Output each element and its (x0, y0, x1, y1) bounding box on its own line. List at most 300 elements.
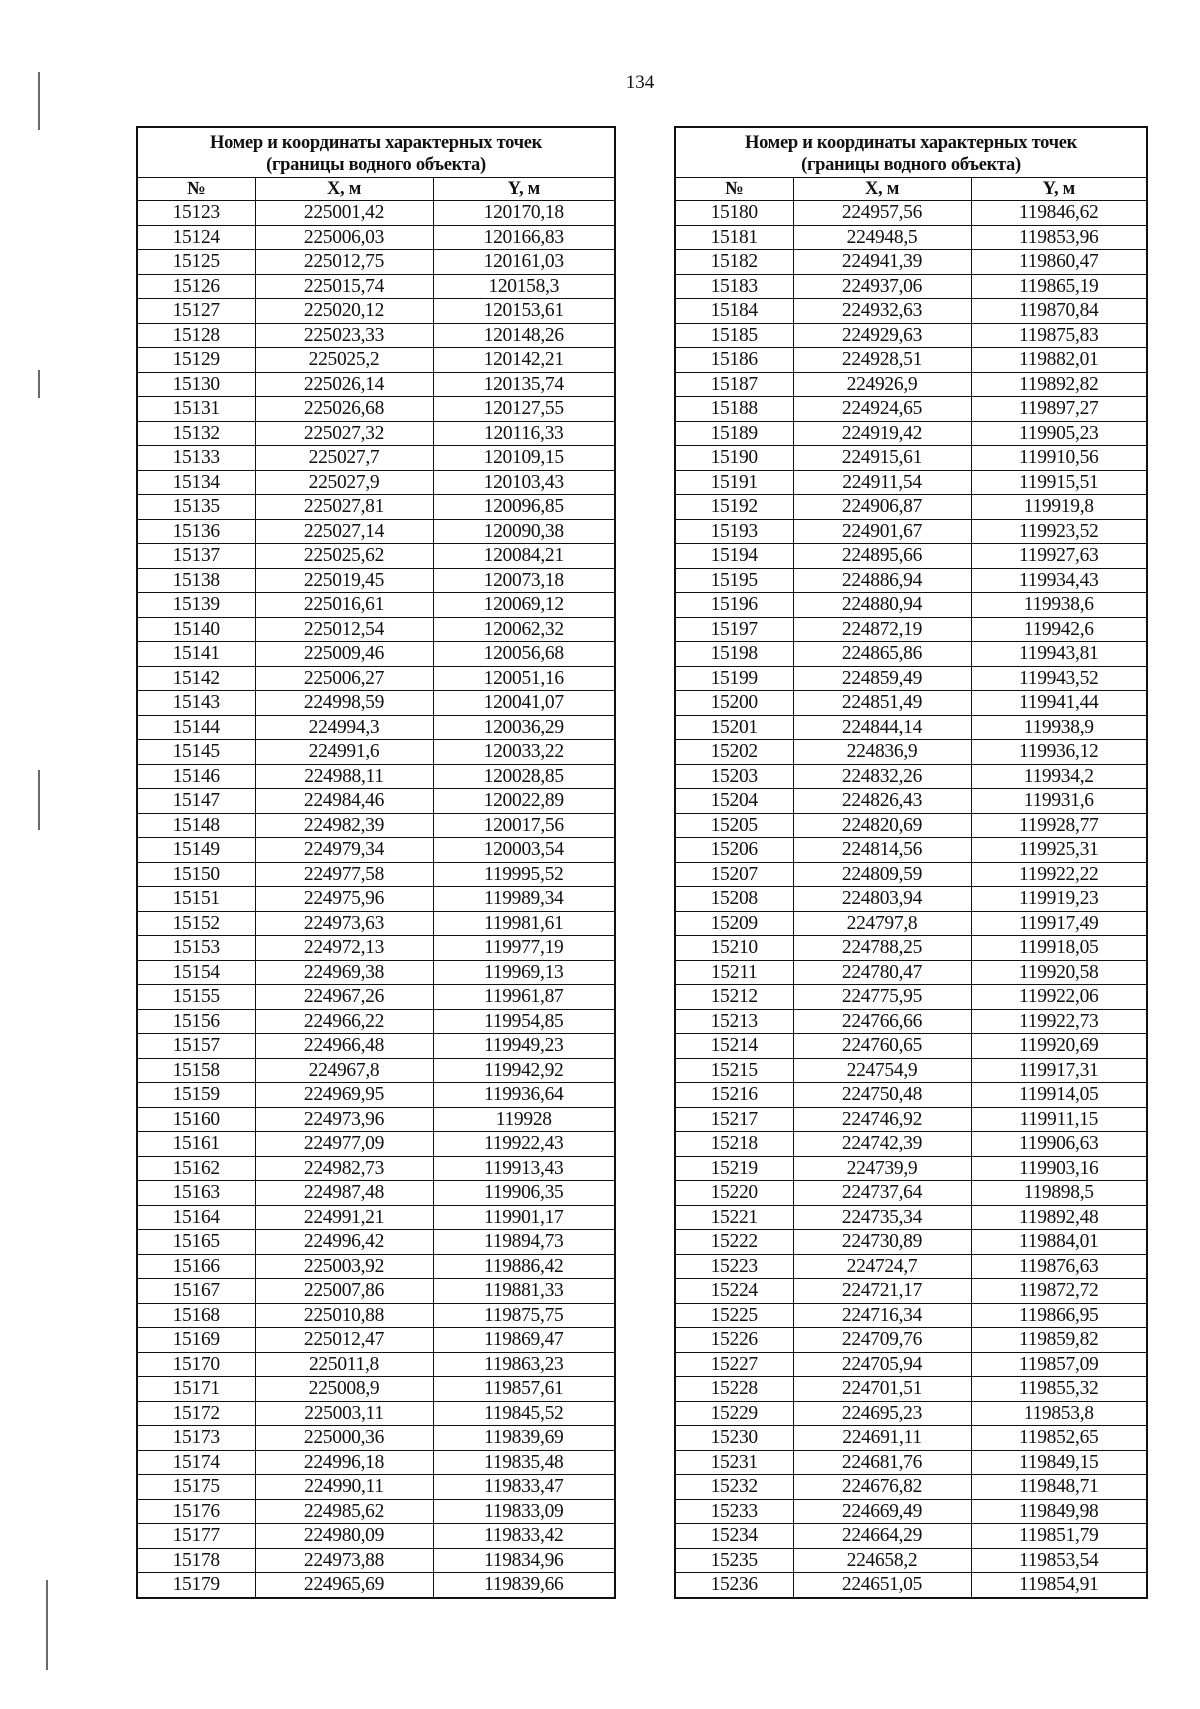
y-coordinate-cell: 119906,35 (433, 1181, 615, 1206)
point-number-cell: 15143 (137, 691, 255, 716)
table-row (675, 1548, 1147, 1573)
point-number-cell: 15177 (137, 1524, 255, 1549)
x-coordinate-cell: 224737,64 (793, 1181, 971, 1206)
table-row (675, 691, 1147, 716)
x-coordinate-cell: 224658,2 (793, 1548, 971, 1573)
y-coordinate-cell: 120051,16 (433, 666, 615, 691)
x-coordinate-cell: 224988,11 (255, 764, 433, 789)
y-coordinate-cell: 120041,07 (433, 691, 615, 716)
scan-artifact-line (38, 770, 40, 830)
point-number-cell: 15132 (137, 421, 255, 446)
y-coordinate-cell: 119839,66 (433, 1573, 615, 1598)
table-row (137, 838, 615, 863)
y-coordinate-cell: 119981,61 (433, 911, 615, 936)
point-number-cell: 15144 (137, 715, 255, 740)
point-number-cell: 15147 (137, 789, 255, 814)
point-number-cell: 15212 (675, 985, 793, 1010)
x-coordinate-cell: 225027,14 (255, 519, 433, 544)
x-coordinate-cell: 224998,59 (255, 691, 433, 716)
point-number-cell: 15156 (137, 1009, 255, 1034)
x-coordinate-cell: 224797,8 (793, 911, 971, 936)
table-row (675, 250, 1147, 275)
table-row (675, 1279, 1147, 1304)
y-coordinate-cell: 119919,8 (971, 495, 1147, 520)
point-number-cell: 15162 (137, 1156, 255, 1181)
x-coordinate-cell: 225000,36 (255, 1426, 433, 1451)
column-header-x: X, м (255, 178, 433, 201)
table-row (675, 1573, 1147, 1598)
point-number-cell: 15186 (675, 348, 793, 373)
table-row (137, 1450, 615, 1475)
point-number-cell: 15155 (137, 985, 255, 1010)
x-coordinate-cell: 224987,48 (255, 1181, 433, 1206)
point-number-cell: 15199 (675, 666, 793, 691)
y-coordinate-cell: 119870,84 (971, 299, 1147, 324)
y-coordinate-cell: 120022,89 (433, 789, 615, 814)
table-row (137, 715, 615, 740)
point-number-cell: 15160 (137, 1107, 255, 1132)
point-number-cell: 15226 (675, 1328, 793, 1353)
point-number-cell: 15228 (675, 1377, 793, 1402)
point-number-cell: 15163 (137, 1181, 255, 1206)
x-coordinate-cell: 224985,62 (255, 1499, 433, 1524)
table-row (137, 593, 615, 618)
x-coordinate-cell: 224982,73 (255, 1156, 433, 1181)
x-coordinate-cell: 224979,34 (255, 838, 433, 863)
y-coordinate-cell: 119865,19 (971, 274, 1147, 299)
x-coordinate-cell: 225026,14 (255, 372, 433, 397)
y-coordinate-cell: 119849,98 (971, 1499, 1147, 1524)
table-row (137, 1181, 615, 1206)
y-coordinate-cell: 119922,06 (971, 985, 1147, 1010)
x-coordinate-cell: 224814,56 (793, 838, 971, 863)
y-coordinate-cell: 119898,5 (971, 1181, 1147, 1206)
table-row (675, 936, 1147, 961)
x-coordinate-cell: 224991,6 (255, 740, 433, 765)
table-row (675, 715, 1147, 740)
point-number-cell: 15138 (137, 568, 255, 593)
point-number-cell: 15178 (137, 1548, 255, 1573)
point-number-cell: 15169 (137, 1328, 255, 1353)
y-coordinate-cell: 119915,51 (971, 470, 1147, 495)
point-number-cell: 15205 (675, 813, 793, 838)
table-row (137, 1524, 615, 1549)
point-number-cell: 15189 (675, 421, 793, 446)
x-coordinate-cell: 224709,76 (793, 1328, 971, 1353)
point-number-cell: 15154 (137, 960, 255, 985)
table-row (137, 1132, 615, 1157)
table-row (137, 470, 615, 495)
y-coordinate-cell: 120116,33 (433, 421, 615, 446)
table-row (675, 593, 1147, 618)
point-number-cell: 15150 (137, 862, 255, 887)
y-coordinate-cell: 119857,61 (433, 1377, 615, 1402)
x-coordinate-cell: 224669,49 (793, 1499, 971, 1524)
x-coordinate-cell: 224977,58 (255, 862, 433, 887)
y-coordinate-cell: 119942,6 (971, 617, 1147, 642)
table-row (675, 348, 1147, 373)
y-coordinate-cell: 119866,95 (971, 1303, 1147, 1328)
x-coordinate-cell: 224754,9 (793, 1058, 971, 1083)
x-coordinate-cell: 224895,66 (793, 544, 971, 569)
x-coordinate-cell: 224716,34 (793, 1303, 971, 1328)
table-row (675, 1107, 1147, 1132)
point-number-cell: 15188 (675, 397, 793, 422)
x-coordinate-cell: 224932,63 (793, 299, 971, 324)
x-coordinate-cell: 224994,3 (255, 715, 433, 740)
point-number-cell: 15200 (675, 691, 793, 716)
point-number-cell: 15222 (675, 1230, 793, 1255)
point-number-cell: 15161 (137, 1132, 255, 1157)
table-row (675, 1230, 1147, 1255)
x-coordinate-cell: 224926,9 (793, 372, 971, 397)
x-coordinate-cell: 224832,26 (793, 764, 971, 789)
x-coordinate-cell: 224735,34 (793, 1205, 971, 1230)
table-row (137, 1328, 615, 1353)
table-row (675, 813, 1147, 838)
column-header-number: № (675, 178, 793, 201)
point-number-cell: 15204 (675, 789, 793, 814)
table-row (675, 789, 1147, 814)
table-row (137, 691, 615, 716)
x-coordinate-cell: 225007,86 (255, 1279, 433, 1304)
table-row (137, 985, 615, 1010)
table-row (137, 1230, 615, 1255)
table-row (675, 446, 1147, 471)
table-row (675, 1524, 1147, 1549)
point-number-cell: 15176 (137, 1499, 255, 1524)
table-row (675, 740, 1147, 765)
x-coordinate-cell: 224973,88 (255, 1548, 433, 1573)
x-coordinate-cell: 225012,54 (255, 617, 433, 642)
x-coordinate-cell: 225012,75 (255, 250, 433, 275)
x-coordinate-cell: 225026,68 (255, 397, 433, 422)
point-number-cell: 15175 (137, 1475, 255, 1500)
point-number-cell: 15209 (675, 911, 793, 936)
x-coordinate-cell: 224780,47 (793, 960, 971, 985)
point-number-cell: 15130 (137, 372, 255, 397)
y-coordinate-cell: 119922,43 (433, 1132, 615, 1157)
y-coordinate-cell: 119920,69 (971, 1034, 1147, 1059)
y-coordinate-cell: 120142,21 (433, 348, 615, 373)
point-number-cell: 15221 (675, 1205, 793, 1230)
y-coordinate-cell: 119846,62 (971, 201, 1147, 226)
table-row (675, 568, 1147, 593)
x-coordinate-cell: 224775,95 (793, 985, 971, 1010)
x-coordinate-cell: 224836,9 (793, 740, 971, 765)
x-coordinate-cell: 224742,39 (793, 1132, 971, 1157)
table-row (675, 1009, 1147, 1034)
y-coordinate-cell: 119923,52 (971, 519, 1147, 544)
y-coordinate-cell: 119845,52 (433, 1401, 615, 1426)
x-coordinate-cell: 225012,47 (255, 1328, 433, 1353)
y-coordinate-cell: 119913,43 (433, 1156, 615, 1181)
x-coordinate-cell: 225025,2 (255, 348, 433, 373)
x-coordinate-cell: 224695,23 (793, 1401, 971, 1426)
x-coordinate-cell: 224941,39 (793, 250, 971, 275)
x-coordinate-cell: 225015,74 (255, 274, 433, 299)
point-number-cell: 15170 (137, 1352, 255, 1377)
x-coordinate-cell: 224826,43 (793, 789, 971, 814)
table-row (137, 1254, 615, 1279)
point-number-cell: 15171 (137, 1377, 255, 1402)
x-coordinate-cell: 224721,17 (793, 1279, 971, 1304)
y-coordinate-cell: 119941,44 (971, 691, 1147, 716)
x-coordinate-cell: 224975,96 (255, 887, 433, 912)
point-number-cell: 15216 (675, 1083, 793, 1108)
point-number-cell: 15203 (675, 764, 793, 789)
y-coordinate-cell: 120062,32 (433, 617, 615, 642)
point-number-cell: 15151 (137, 887, 255, 912)
y-coordinate-cell: 119928 (433, 1107, 615, 1132)
y-coordinate-cell: 119918,05 (971, 936, 1147, 961)
point-number-cell: 15214 (675, 1034, 793, 1059)
x-coordinate-cell: 225006,03 (255, 225, 433, 250)
table-row (675, 225, 1147, 250)
table-row (137, 789, 615, 814)
y-coordinate-cell: 120033,22 (433, 740, 615, 765)
x-coordinate-cell: 224937,06 (793, 274, 971, 299)
x-coordinate-cell: 225011,8 (255, 1352, 433, 1377)
y-coordinate-cell: 119853,54 (971, 1548, 1147, 1573)
point-number-cell: 15168 (137, 1303, 255, 1328)
y-coordinate-cell: 119931,6 (971, 789, 1147, 814)
x-coordinate-cell: 224820,69 (793, 813, 971, 838)
point-number-cell: 15133 (137, 446, 255, 471)
point-number-cell: 15179 (137, 1573, 255, 1598)
x-coordinate-cell: 224739,9 (793, 1156, 971, 1181)
y-coordinate-cell: 120090,38 (433, 519, 615, 544)
y-coordinate-cell: 119927,63 (971, 544, 1147, 569)
y-coordinate-cell: 119942,92 (433, 1058, 615, 1083)
y-coordinate-cell: 119910,56 (971, 446, 1147, 471)
point-number-cell: 15149 (137, 838, 255, 863)
y-coordinate-cell: 119859,82 (971, 1328, 1147, 1353)
point-number-cell: 15126 (137, 274, 255, 299)
table-row (137, 1009, 615, 1034)
table-row (137, 274, 615, 299)
x-coordinate-cell: 225027,32 (255, 421, 433, 446)
y-coordinate-cell: 119851,79 (971, 1524, 1147, 1549)
x-coordinate-cell: 224676,82 (793, 1475, 971, 1500)
x-coordinate-cell: 224746,92 (793, 1107, 971, 1132)
x-coordinate-cell: 225003,11 (255, 1401, 433, 1426)
point-number-cell: 15227 (675, 1352, 793, 1377)
table-row (137, 1156, 615, 1181)
table-row (137, 323, 615, 348)
x-coordinate-cell: 224872,19 (793, 617, 971, 642)
x-coordinate-cell: 224701,51 (793, 1377, 971, 1402)
point-number-cell: 15172 (137, 1401, 255, 1426)
point-number-cell: 15232 (675, 1475, 793, 1500)
y-coordinate-cell: 119938,6 (971, 593, 1147, 618)
point-number-cell: 15140 (137, 617, 255, 642)
y-coordinate-cell: 119886,42 (433, 1254, 615, 1279)
point-number-cell: 15224 (675, 1279, 793, 1304)
table-row (137, 1303, 615, 1328)
table-row (675, 1058, 1147, 1083)
table-row (137, 887, 615, 912)
x-coordinate-cell: 224977,09 (255, 1132, 433, 1157)
point-number-cell: 15136 (137, 519, 255, 544)
coordinates-table-left (136, 126, 616, 1599)
point-number-cell: 15174 (137, 1450, 255, 1475)
y-coordinate-cell: 119849,15 (971, 1450, 1147, 1475)
table-row (675, 323, 1147, 348)
point-number-cell: 15201 (675, 715, 793, 740)
table-row (675, 1352, 1147, 1377)
point-number-cell: 15192 (675, 495, 793, 520)
y-coordinate-cell: 119860,47 (971, 250, 1147, 275)
point-number-cell: 15223 (675, 1254, 793, 1279)
table-row (137, 617, 615, 642)
y-coordinate-cell: 120103,43 (433, 470, 615, 495)
table-row (675, 1034, 1147, 1059)
point-number-cell: 15217 (675, 1107, 793, 1132)
point-number-cell: 15215 (675, 1058, 793, 1083)
table-row (137, 225, 615, 250)
point-number-cell: 15135 (137, 495, 255, 520)
x-coordinate-cell: 224973,63 (255, 911, 433, 936)
x-coordinate-cell: 225003,92 (255, 1254, 433, 1279)
x-coordinate-cell: 224928,51 (793, 348, 971, 373)
y-coordinate-cell: 120036,29 (433, 715, 615, 740)
point-number-cell: 15139 (137, 593, 255, 618)
y-coordinate-cell: 119936,12 (971, 740, 1147, 765)
x-coordinate-cell: 224966,22 (255, 1009, 433, 1034)
x-coordinate-cell: 225027,7 (255, 446, 433, 471)
table-row (137, 666, 615, 691)
point-number-cell: 15183 (675, 274, 793, 299)
y-coordinate-cell: 119943,81 (971, 642, 1147, 667)
y-coordinate-cell: 119934,43 (971, 568, 1147, 593)
y-coordinate-cell: 120073,18 (433, 568, 615, 593)
x-coordinate-cell: 224969,38 (255, 960, 433, 985)
y-coordinate-cell: 120166,83 (433, 225, 615, 250)
y-coordinate-cell: 119833,09 (433, 1499, 615, 1524)
table-row (675, 1132, 1147, 1157)
y-coordinate-cell: 120096,85 (433, 495, 615, 520)
y-coordinate-cell: 119833,42 (433, 1524, 615, 1549)
y-coordinate-cell: 120148,26 (433, 323, 615, 348)
x-coordinate-cell: 224984,46 (255, 789, 433, 814)
x-coordinate-cell: 225025,62 (255, 544, 433, 569)
y-coordinate-cell: 119852,65 (971, 1426, 1147, 1451)
table-row (675, 1450, 1147, 1475)
table-row (137, 642, 615, 667)
column-header-y: Y, м (433, 178, 615, 201)
table-row (675, 544, 1147, 569)
y-coordinate-cell: 119977,19 (433, 936, 615, 961)
y-coordinate-cell: 119954,85 (433, 1009, 615, 1034)
point-number-cell: 15152 (137, 911, 255, 936)
table-row (675, 274, 1147, 299)
x-coordinate-cell: 224996,18 (255, 1450, 433, 1475)
table-row (137, 1377, 615, 1402)
y-coordinate-cell: 119901,17 (433, 1205, 615, 1230)
y-coordinate-cell: 119905,23 (971, 421, 1147, 446)
x-coordinate-cell: 224886,94 (793, 568, 971, 593)
table-row (137, 1548, 615, 1573)
table-row (675, 1328, 1147, 1353)
point-number-cell: 15129 (137, 348, 255, 373)
x-coordinate-cell: 224911,54 (793, 470, 971, 495)
table-row (137, 1107, 615, 1132)
point-number-cell: 15137 (137, 544, 255, 569)
scan-artifact-line (46, 1580, 48, 1670)
point-number-cell: 15146 (137, 764, 255, 789)
y-coordinate-cell: 119855,32 (971, 1377, 1147, 1402)
table-row (137, 421, 615, 446)
table-row (675, 201, 1147, 226)
table-row (675, 397, 1147, 422)
table-row (675, 887, 1147, 912)
page-number: 134 (625, 72, 655, 93)
point-number-cell: 15125 (137, 250, 255, 275)
x-coordinate-cell: 224760,65 (793, 1034, 971, 1059)
table-row (137, 568, 615, 593)
point-number-cell: 15131 (137, 397, 255, 422)
point-number-cell: 15141 (137, 642, 255, 667)
table-row (675, 519, 1147, 544)
table-row (137, 740, 615, 765)
point-number-cell: 15164 (137, 1205, 255, 1230)
y-coordinate-cell: 119863,23 (433, 1352, 615, 1377)
y-coordinate-cell: 119834,96 (433, 1548, 615, 1573)
x-coordinate-cell: 224982,39 (255, 813, 433, 838)
table-row (675, 764, 1147, 789)
x-coordinate-cell: 224766,66 (793, 1009, 971, 1034)
y-coordinate-cell: 119853,96 (971, 225, 1147, 250)
y-coordinate-cell: 119920,58 (971, 960, 1147, 985)
point-number-cell: 15225 (675, 1303, 793, 1328)
point-number-cell: 15198 (675, 642, 793, 667)
point-number-cell: 15235 (675, 1548, 793, 1573)
y-coordinate-cell: 119869,47 (433, 1328, 615, 1353)
y-coordinate-cell: 119848,71 (971, 1475, 1147, 1500)
table-row (675, 862, 1147, 887)
table-row (137, 960, 615, 985)
x-coordinate-cell: 224788,25 (793, 936, 971, 961)
y-coordinate-cell: 120170,18 (433, 201, 615, 226)
y-coordinate-cell: 120158,3 (433, 274, 615, 299)
x-coordinate-cell: 224724,7 (793, 1254, 971, 1279)
x-coordinate-cell: 224906,87 (793, 495, 971, 520)
table-row (137, 1205, 615, 1230)
y-coordinate-cell: 119854,91 (971, 1573, 1147, 1598)
y-coordinate-cell: 119876,63 (971, 1254, 1147, 1279)
x-coordinate-cell: 224691,11 (793, 1426, 971, 1451)
y-coordinate-cell: 119853,8 (971, 1401, 1147, 1426)
table-row (137, 1499, 615, 1524)
table-row (137, 764, 615, 789)
point-number-cell: 15159 (137, 1083, 255, 1108)
x-coordinate-cell: 225008,9 (255, 1377, 433, 1402)
table-row (675, 1083, 1147, 1108)
x-coordinate-cell: 224967,8 (255, 1058, 433, 1083)
point-number-cell: 15145 (137, 740, 255, 765)
x-coordinate-cell: 224651,05 (793, 1573, 971, 1598)
table-row (675, 911, 1147, 936)
point-number-cell: 15233 (675, 1499, 793, 1524)
point-number-cell: 15187 (675, 372, 793, 397)
table-row (137, 1058, 615, 1083)
point-number-cell: 15231 (675, 1450, 793, 1475)
x-coordinate-cell: 224809,59 (793, 862, 971, 887)
table-row (137, 250, 615, 275)
y-coordinate-cell: 119906,63 (971, 1132, 1147, 1157)
y-coordinate-cell: 120003,54 (433, 838, 615, 863)
